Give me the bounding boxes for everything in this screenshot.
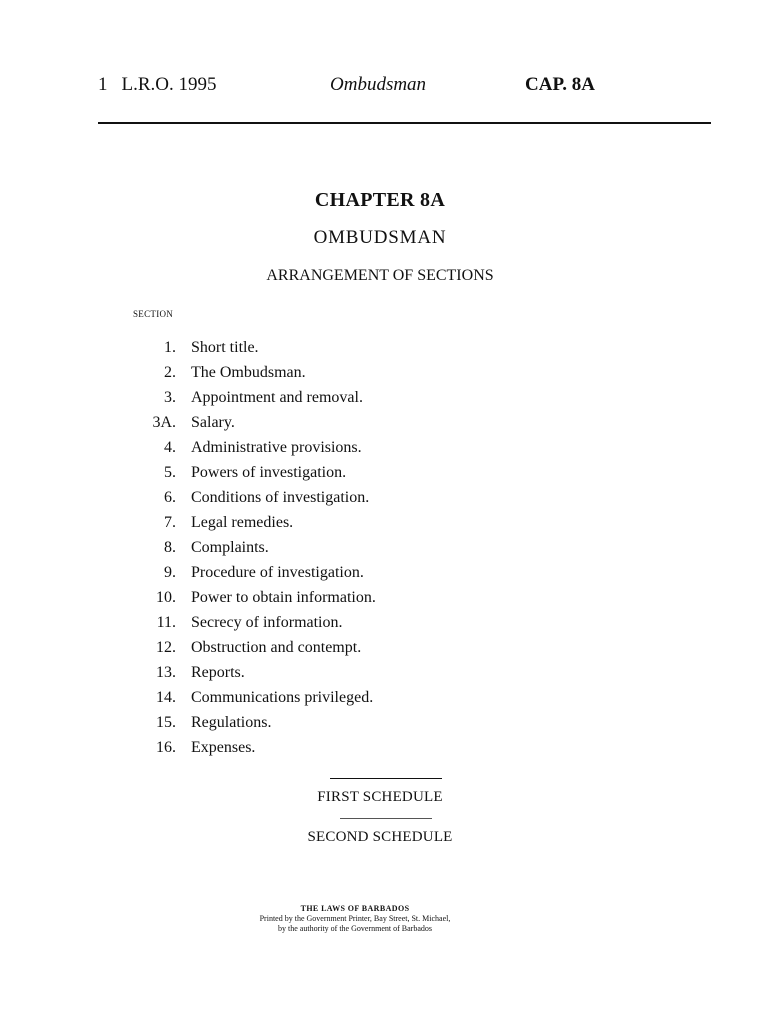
section-entry [120,385,440,410]
section-entry [120,410,440,435]
header-rule [98,122,711,124]
section-title: Appointment and removal. [191,389,363,406]
section-entry [120,460,440,485]
section-number: 5. [164,464,176,481]
section-title: Powers of investigation. [191,464,347,481]
act-title: OMBUDSMAN [313,227,447,248]
footer-authority-line: by the authority of the Government of Barbados [278,924,432,933]
section-number: 14. [156,689,176,706]
section-number: 6. [164,489,176,506]
section-title: Procedure of investigation. [191,564,364,581]
section-entry [120,435,440,460]
section-entry [120,585,440,610]
section-entry [120,610,440,635]
section-title: Administrative provisions. [191,439,362,456]
edition-label: L.R.O. 1995 [121,74,217,95]
section-title: Obstruction and contempt. [191,639,362,656]
section-number: 13. [156,664,176,681]
section-entry [120,485,440,510]
section-title: Communications privileged. [191,689,374,706]
section-number: 9. [164,564,176,581]
section-number: 2. [164,364,176,381]
page-header [98,74,710,100]
section-number: 10. [156,589,176,606]
section-title: The Ombudsman. [191,364,306,381]
chapter-heading: CHAPTER 8A [314,189,446,211]
section-number: 4. [164,439,176,456]
section-entry [120,535,440,560]
section-entry [120,360,440,385]
section-entry [120,735,440,760]
footer-printer-line: Printed by the Government Printer, Bay Street, St. Michael, [259,914,451,923]
schedule-rule-second [340,818,432,819]
section-entry [120,710,440,735]
second-schedule-heading: SECOND SCHEDULE [307,829,453,845]
section-number: 3. [164,389,176,406]
section-title: Short title. [191,339,259,356]
section-entry [120,510,440,535]
header-left [98,74,217,96]
section-number: 11. [156,614,176,631]
section-entry [120,560,440,585]
header-subject: Ombudsman [330,74,427,95]
arrangement-heading: ARRANGEMENT OF SECTIONS [266,267,494,284]
section-column-label: SECTION [133,309,174,319]
section-number: 16. [156,739,176,756]
section-number: 1. [164,339,176,356]
sections-list [120,335,440,760]
section-entry [120,685,440,710]
section-title: Reports. [191,664,245,681]
section-title: Power to obtain information. [191,589,376,606]
section-title: Secrecy of information. [191,614,343,631]
first-schedule-heading: FIRST SCHEDULE [317,789,443,805]
section-title: Regulations. [191,714,272,731]
section-title: Legal remedies. [191,514,294,531]
section-number: 12. [156,639,176,656]
section-number: 8. [164,539,176,556]
section-number: 3A. [152,414,176,431]
section-title: Complaints. [191,539,269,556]
section-number: 15. [156,714,176,731]
schedule-rule-first [330,778,442,779]
page-footer [0,904,710,934]
footer-title: THE LAWS OF BARBADOS [300,904,410,913]
section-title: Conditions of investigation. [191,489,370,506]
header-cap: CAP. 8A [525,74,596,95]
section-title: Expenses. [191,739,256,756]
section-entry [120,660,440,685]
section-title: Salary. [191,414,235,431]
page-number: 1 [98,74,108,95]
section-entry [120,635,440,660]
section-number: 7. [164,514,176,531]
section-entry [120,335,440,360]
